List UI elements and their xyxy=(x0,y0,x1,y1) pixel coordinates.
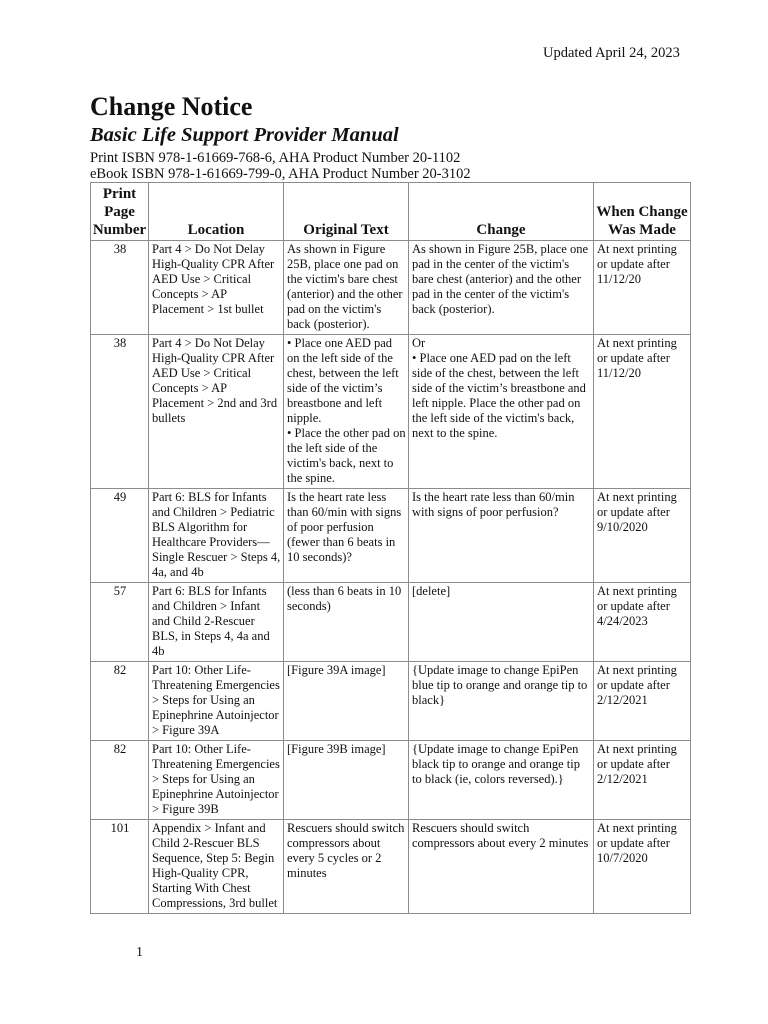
original-text-line: Is the heart rate less than 60/min with signs of poor perfusion (fewer than 6 beats in 10 seconds)? xyxy=(287,490,402,564)
cell-original-text xyxy=(284,489,409,583)
cell-when-change-made: At next printing or update after 2/12/2021 xyxy=(594,662,691,741)
cell-original-text xyxy=(284,820,409,914)
cell-page-number: 57 xyxy=(91,583,149,662)
ebook-isbn: eBook ISBN 978-1-61669-799-0, AHA Product Number 20-3102 xyxy=(90,166,471,182)
cell-original-text xyxy=(284,241,409,335)
change-text-line: {Update image to change EpiPen black tip to orange and orange tip to black (ie, colors reversed).} xyxy=(412,742,580,786)
cell-location: Part 10: Other Life-Threatening Emergencies > Steps for Using an Epinephrine Autoinjector > Figure 39A xyxy=(149,662,284,741)
table-body xyxy=(91,241,691,914)
cell-original-text xyxy=(284,662,409,741)
header-when-change-made: When Change Was Made xyxy=(594,183,691,241)
cell-location: Part 6: BLS for Infants and Children > Infant and Child 2-Rescuer BLS, in Steps 4, 4a and 4b xyxy=(149,583,284,662)
table-row xyxy=(91,741,691,820)
change-text-line: Rescuers should switch compressors about every 2 minutes xyxy=(412,821,589,850)
table-row xyxy=(91,583,691,662)
change-text-line: Or xyxy=(412,336,426,350)
header-original-text: Original Text xyxy=(284,183,409,241)
cell-original-text xyxy=(284,741,409,820)
cell-location: Part 6: BLS for Infants and Children > Pediatric BLS Algorithm for Healthcare Providers—Single Rescuer > Steps 4, 4a, and 4b xyxy=(149,489,284,583)
cell-when-change-made: At next printing or update after 10/7/2020 xyxy=(594,820,691,914)
cell-location: Part 10: Other Life-Threatening Emergencies > Steps for Using an Epinephrine Autoinjector > Figure 39B xyxy=(149,741,284,820)
change-text-line: As shown in Figure 25B, place one pad in the center of the victim's bare chest (anterior) and the other pad in the center of the victim's back (posterior). xyxy=(412,242,589,316)
original-text-line: • Place the other pad on the left side of the victim's back, next to the spine. xyxy=(287,426,406,485)
original-text-line: (less than 6 beats in 10 seconds) xyxy=(287,584,402,613)
cell-page-number: 101 xyxy=(91,820,149,914)
table-header-row xyxy=(91,183,691,241)
page-number: 1 xyxy=(136,945,143,960)
table-row xyxy=(91,662,691,741)
change-text-line: [delete] xyxy=(412,584,451,598)
original-text-line: [Figure 39A image] xyxy=(287,663,386,677)
table-row xyxy=(91,820,691,914)
table-row xyxy=(91,241,691,335)
cell-change xyxy=(409,241,594,335)
change-text-line: • Place one AED pad on the left side of the chest, between the left side of the victim’s breastbone and left nipple. Place the other pad on the left side of the victim's back, next to the spine. xyxy=(412,351,586,440)
header-location: Location xyxy=(149,183,284,241)
cell-when-change-made: At next printing or update after 9/10/2020 xyxy=(594,489,691,583)
cell-when-change-made: At next printing or update after 11/12/20 xyxy=(594,335,691,489)
original-text-line: Rescuers should switch compressors about every 5 cycles or 2 minutes xyxy=(287,821,405,880)
cell-change xyxy=(409,741,594,820)
table-row xyxy=(91,335,691,489)
change-text-line: {Update image to change EpiPen blue tip to orange and orange tip to black} xyxy=(412,663,588,707)
change-table xyxy=(90,182,691,914)
cell-location: Part 4 > Do Not Delay High-Quality CPR After AED Use > Critical Concepts > AP Placement > 1st bullet xyxy=(149,241,284,335)
cell-original-text xyxy=(284,335,409,489)
table-row xyxy=(91,489,691,583)
document-title: Change Notice xyxy=(90,92,253,121)
change-text-line: Is the heart rate less than 60/min with signs of poor perfusion? xyxy=(412,490,575,519)
header-print-page-number: Print Page Number xyxy=(91,183,149,241)
cell-change xyxy=(409,583,594,662)
cell-original-text xyxy=(284,583,409,662)
cell-change xyxy=(409,662,594,741)
original-text-line: [Figure 39B image] xyxy=(287,742,386,756)
cell-page-number: 38 xyxy=(91,241,149,335)
cell-change xyxy=(409,820,594,914)
document-subtitle: Basic Life Support Provider Manual xyxy=(90,124,399,146)
original-text-line: As shown in Figure 25B, place one pad on the victim's bare chest (anterior) and the other pad on the victim's back (posterior). xyxy=(287,242,403,331)
cell-location: Appendix > Infant and Child 2-Rescuer BLS Sequence, Step 5: Begin High-Quality CPR, Starting With Chest Compressions, 3rd bullet xyxy=(149,820,284,914)
cell-page-number: 49 xyxy=(91,489,149,583)
cell-change xyxy=(409,489,594,583)
print-isbn: Print ISBN 978-1-61669-768-6, AHA Product Number 20-1102 xyxy=(90,150,461,166)
cell-page-number: 82 xyxy=(91,662,149,741)
header-change: Change xyxy=(409,183,594,241)
updated-date: Updated April 24, 2023 xyxy=(543,45,680,61)
cell-when-change-made: At next printing or update after 4/24/2023 xyxy=(594,583,691,662)
cell-location: Part 4 > Do Not Delay High-Quality CPR After AED Use > Critical Concepts > AP Placement > 2nd and 3rd bullets xyxy=(149,335,284,489)
cell-page-number: 82 xyxy=(91,741,149,820)
cell-change xyxy=(409,335,594,489)
cell-when-change-made: At next printing or update after 11/12/20 xyxy=(594,241,691,335)
cell-page-number: 38 xyxy=(91,335,149,489)
cell-when-change-made: At next printing or update after 2/12/2021 xyxy=(594,741,691,820)
original-text-line: • Place one AED pad on the left side of the chest, between the left side of the victim’s breastbone and left nipple. xyxy=(287,336,399,425)
